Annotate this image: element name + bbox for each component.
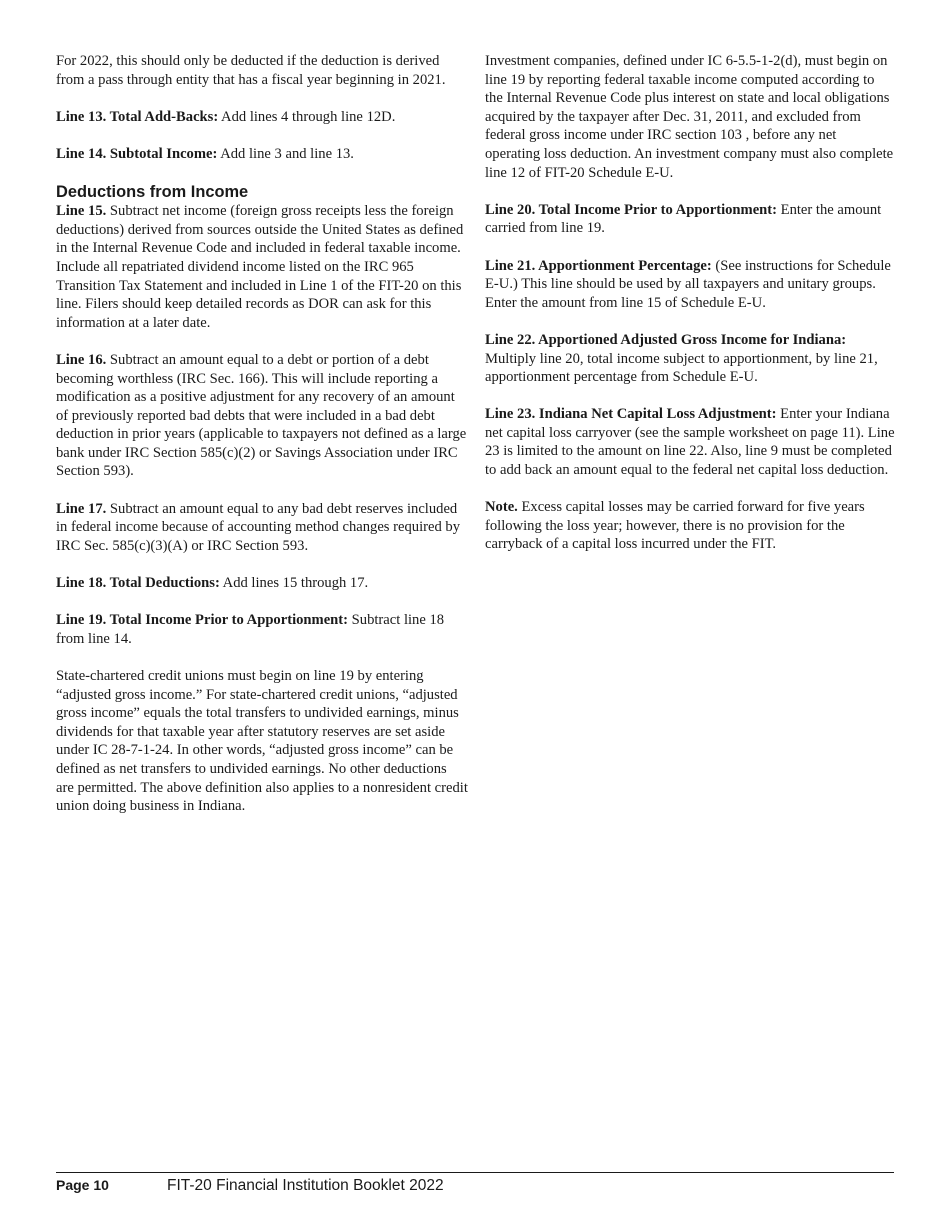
note-text: Excess capital losses may be carried forward for five years following the loss year; however, there is no provision for the carryback of a capital loss incurred under the FIT. (485, 499, 865, 553)
line-15-paragraph (56, 202, 468, 332)
line-14-label: Line 14. Subtotal Income: (56, 145, 218, 162)
line-13-paragraph (56, 108, 468, 127)
line-21-text: (See instructions for Schedule E-U.) This line should be used by all taxpayers and unitary groups. Enter the amount from line 15 of Schedule E-U. (485, 257, 891, 311)
line-13-label: Line 13. Total Add-Backs: (56, 108, 219, 125)
note-label: Note. (485, 499, 518, 516)
line-17-text: Subtract an amount equal to any bad debt reserves included in federal income because of accounting method changes required by IRC Sec. 585(c)(3)(A) or IRC Section 593. (56, 500, 461, 554)
line-17-paragraph (56, 500, 468, 556)
line-16-text: Subtract an amount equal to a debt or portion of a debt becoming worthless (IRC Sec. 166). This will include reporting a modification as a positive adjustment for any recovery of an amount of previously reported bad debts that were included in a bad debt deduction in prior years (applicable to taxpayers not defined as a large bank under IRC Section 585(c)(2) or Savings Association under IRC Section 593). (56, 351, 467, 480)
line-23-label: Line 23. Indiana Net Capital Loss Adjustment: (485, 406, 777, 423)
credit-unions-paragraph: State-chartered credit unions must begin on line 19 by entering “adjusted gross income.” For state-chartered credit unions, “adjusted gross income” equals the total transfers to undivided earnings, minus dividends for that taxable year after statutory reserves are set aside under IC 28-7-1-24. In other words, “adjusted gross income” can be defined as net transfers to undivided earnings. No other deductions are permitted. The above definition also applies to a nonresident credit union doing business in Indiana. (56, 668, 468, 815)
line-14-paragraph (56, 145, 468, 164)
line-19-label: Line 19. Total Income Prior to Apportionment: (56, 612, 349, 629)
line-19-text: Subtract line 18 from line 14. (56, 612, 445, 647)
line-20-label: Line 20. Total Income Prior to Apportionment: (485, 201, 778, 218)
deductions-heading: Deductions from Income (56, 183, 249, 202)
line-15-label: Line 15. (56, 203, 107, 220)
line-23-paragraph (485, 405, 895, 479)
line-20-paragraph (485, 201, 895, 238)
line-22-label: Line 22. Apportioned Adjusted Gross Income for Indiana: (485, 331, 847, 348)
line-20-text: Enter the amount carried from line 19. (485, 201, 882, 237)
page-footer (56, 1176, 444, 1195)
line-23-text: Enter your Indiana net capital loss carryover (see the sample worksheet on page 11). Line 23 is limited to the amount on line 22. Also, line 9 must be completed to add back an amount equal to the federal net capital loss deduction. (485, 406, 895, 479)
line-16-paragraph (56, 351, 468, 481)
left-column (56, 52, 468, 834)
line-18-paragraph (56, 574, 468, 593)
line-14-text: Add line 3 and line 13. (217, 145, 354, 162)
right-column (485, 52, 895, 573)
line-21-paragraph (485, 257, 895, 313)
line-17-label: Line 17. (56, 500, 107, 517)
line-22-text: Multiply line 20, total income subject to apportionment, by line 21, apportionment percentage from Schedule E-U. (485, 350, 878, 386)
intro-paragraph: For 2022, this should only be deducted if the deduction is derived from a pass through entity that has a fiscal year beginning in 2021. (56, 53, 446, 88)
line-21-label: Line 21. Apportionment Percentage: (485, 257, 712, 274)
footer-divider (56, 1172, 894, 1173)
line-16-label: Line 16. (56, 351, 107, 368)
line-22-paragraph (485, 331, 895, 387)
line-18-label: Line 18. Total Deductions: (56, 575, 220, 592)
line-18-text: Add lines 15 through 17. (219, 575, 369, 592)
line-13-text: Add lines 4 through line 12D. (218, 108, 396, 125)
page-number: Page 10 (56, 1177, 109, 1193)
line-15-text: Subtract net income (foreign gross receipts less the foreign deductions) derived from sources outside the United States as defined in the Internal Revenue Code and included in federal taxable income. Include all repatriated dividend income listed on the IRC 965 Transition Tax Statement and included in Line 1 of the FIT-20 on this line. Filers should keep detailed records as DOR can ask for this information at a later date. (56, 203, 464, 331)
booklet-title: FIT-20 Financial Institution Booklet 2022 (167, 1177, 444, 1194)
line-19-paragraph (56, 611, 468, 648)
note-paragraph (485, 498, 895, 554)
investment-companies-paragraph: Investment companies, defined under IC 6-5.5-1-2(d), must begin on line 19 by reporting federal taxable income computed according to the Internal Revenue Code plus interest on state and local obligations acquired by the taxpayer after Dec. 31, 2011, and excluded from federal gross income under IRC section 103 , before any net operating loss deduction. An investment company must also complete line 12 of FIT-20 Schedule E-U. (485, 53, 894, 181)
